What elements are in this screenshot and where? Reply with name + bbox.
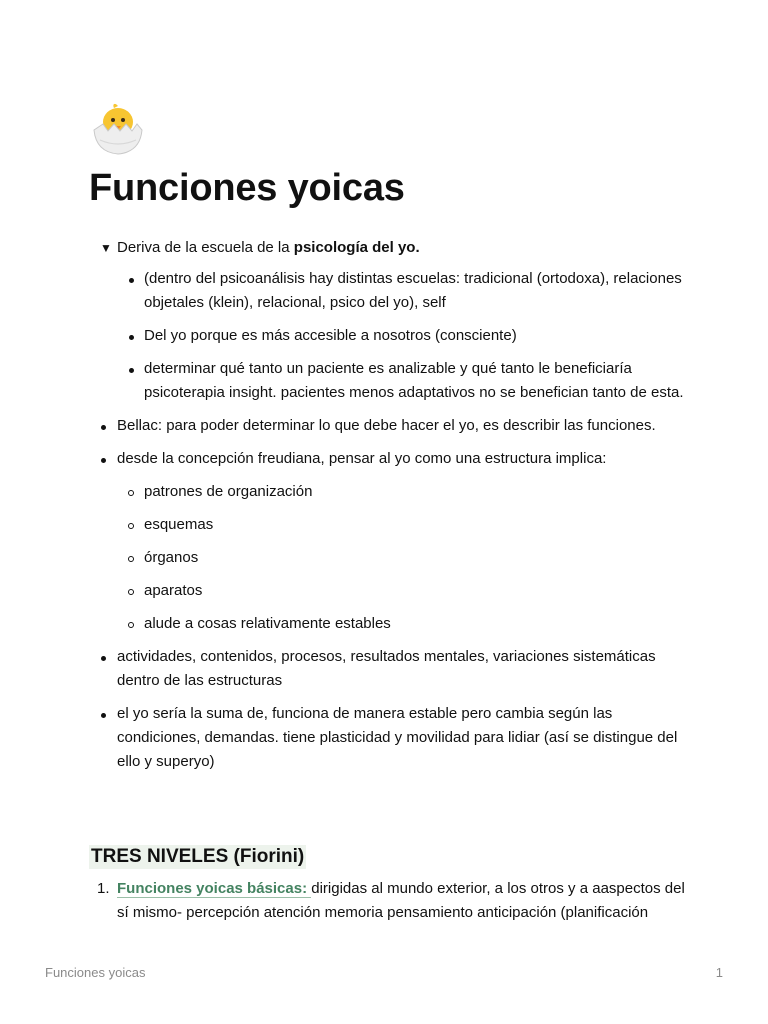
list-item-text: el yo sería la suma de, funciona de manera estable pero cambia según las condiciones, demandas. tiene plasticidad y movilidad para lidiar (así se distingue del ello y superyo) [117,705,678,770]
bullet-circle [128,556,134,562]
bullet-dot [129,368,134,373]
list-item-text: aparatos [144,582,203,599]
list-item-text: (dentro del psicoanálisis hay distintas escuelas: tradicional (ortodoxa), relaciones objetales (klein), relacional, psico del yo), self [144,270,682,311]
list-item [90,357,690,405]
bullet-dot [101,458,106,463]
list-item-text: dirigidas al mundo exterior, a los otros y a aaspectos del sí mismo- percepción atención memoria pensamiento anticipación (planificación [117,880,685,921]
list-item-text: actividades, contenidos, procesos, resultados mentales, variaciones sistemáticas dentro de las estructuras [117,648,656,689]
list-item [90,579,690,603]
funciones-basicas-link[interactable]: Funciones yoicas básicas: [117,880,312,897]
list-item [90,645,690,693]
toggle-block[interactable] [90,236,690,260]
toggle-text: Deriva de la escuela de la [117,239,294,256]
list-number: 1. [97,880,110,897]
bullet-dot [101,656,106,661]
bullet-circle [128,490,134,496]
page-title: Funciones yoicas [89,167,405,209]
list-item [90,546,690,570]
bullet-circle [128,622,134,628]
bullet-list [90,414,690,471]
list-item [90,267,690,315]
toggle-children [90,267,690,405]
list-item [90,513,690,537]
list-item-text: alude a cosas relativamente estables [144,615,391,632]
bullet-dot [101,425,106,430]
toggle-text-bold: psicología del yo. [293,239,420,256]
bullet-circle [128,589,134,595]
bullet-circle [128,523,134,529]
bullet-list [90,645,690,774]
list-item-text: órganos [144,549,199,566]
hatching-chick-icon [90,100,146,158]
list-item [90,702,690,774]
bullet-dot [129,335,134,340]
footer-title: Funciones yoicas [45,965,146,980]
list-item-text: esquemas [144,516,214,533]
page-content [90,236,690,783]
list-item [90,612,690,636]
list-item-text: patrones de organización [144,483,313,500]
list-item-text: Del yo porque es más accesible a nosotros (consciente) [144,327,517,344]
toggle-triangle-icon[interactable]: ▼ [100,241,112,255]
bullet-dot [129,278,134,283]
list-item [90,447,690,471]
nested-bullet-list [90,480,690,636]
numbered-list-item [90,877,690,925]
list-item-text: desde la concepción freudiana, pensar al yo como una estructura implica: [117,450,607,467]
list-item [90,414,690,438]
numbered-list [90,877,690,934]
page-number: 1 [715,965,723,980]
list-item [90,324,690,348]
bullet-dot [101,713,106,718]
list-item-text: Bellac: para poder determinar lo que debe hacer el yo, es describir las funciones. [117,417,656,434]
section-heading: TRES NIVELES (Fiorini) [91,846,305,867]
list-item [90,480,690,504]
list-item-text: determinar qué tanto un paciente es analizable y qué tanto le beneficiaría psicoterapia insight. pacientes menos adaptativos no se benefician tanto de esta. [144,360,684,401]
